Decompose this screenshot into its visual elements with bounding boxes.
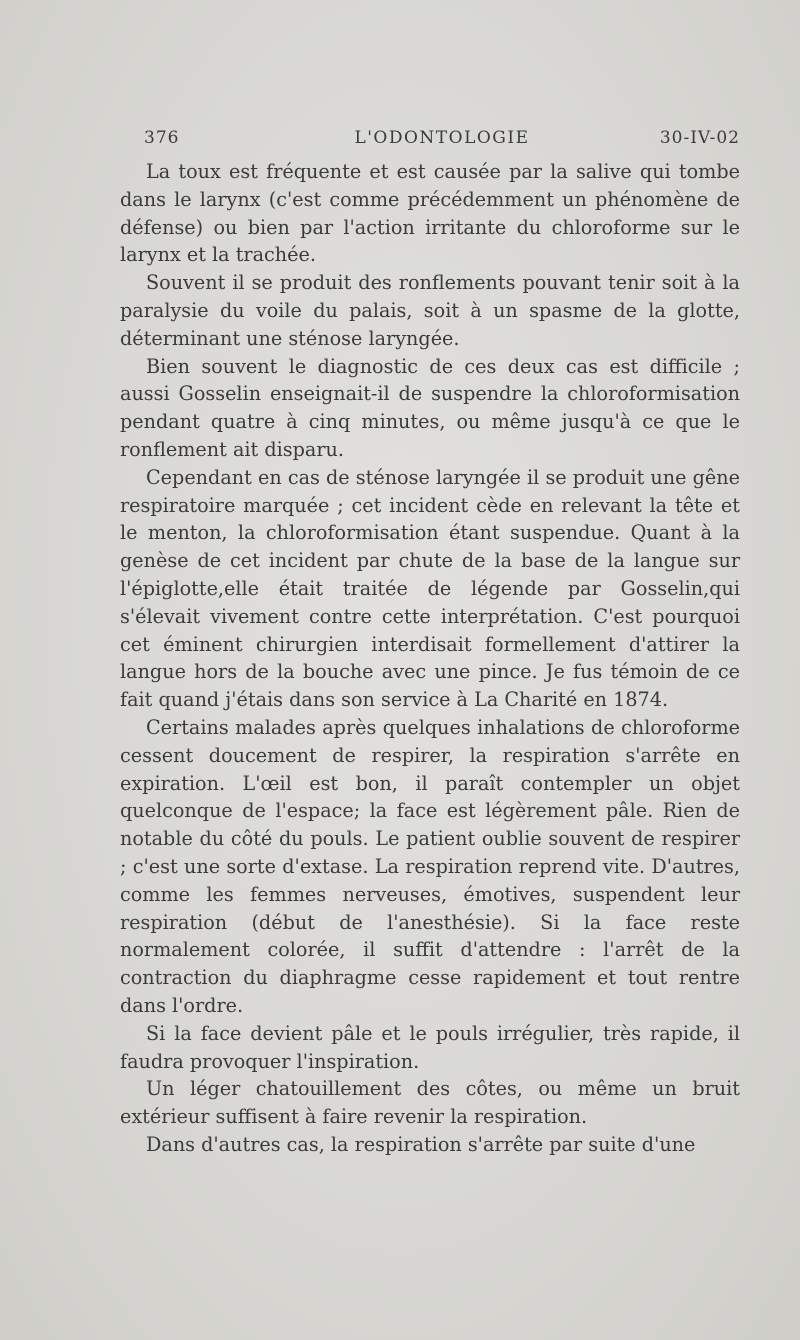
paragraph: Si la face devient pâle et le pouls irrégulier, très rapide, il faudra provoquer l'inspiration.: [120, 1021, 740, 1073]
issue-date: 30-IV-02: [659, 128, 740, 148]
paragraph: Souvent il se produit des ronflements pouvant tenir soit à la paralysie du voile du palais, soit à un spasme de la glotte, déterminant une sténose laryngée.: [120, 271, 740, 350]
page-header: [144, 128, 740, 154]
page-number: 376: [144, 128, 180, 148]
body-text: [120, 158, 740, 1159]
paragraph: La toux est fréquente et est causée par la salive qui tombe dans le larynx (c'est comme précédemment un phénomène de défense) ou bien par l'action irritante du chloroforme sur le larynx et la trachée.: [120, 160, 740, 267]
paragraph: Certains malades après quelques inhalations de chloroforme cessent doucement de respirer, la respiration s'arrête en expiration. L'œil est bon, il paraît contempler un objet quelconque de l'espace; la face est légèrement pâle. Rien de notable du côté du pouls. Le patient oublie souvent de respirer ; c'est une sorte d'extase. La respiration reprend vite. D'autres, comme les femmes nerveuses, émotives, suspendent leur respiration (début de l'anesthésie). Si la face reste normalement colorée, il suffit d'attendre : l'arrêt de la contraction du diaphragme cesse rapidement et tout rentre dans l'ordre.: [120, 715, 740, 1017]
paragraph: Cependant en cas de sténose laryngée il se produit une gêne respiratoire marquée ; cet incident cède en relevant la tête et le menton, la chloroformisation étant suspendue. Quant à la genèse de cet incident par chute de la base de la langue sur l'épiglotte,elle était traitée de légende par Gosselin,qui s'élevait vivement contre cette interprétation. C'est pourquoi cet éminent chirurgien interdisait formellement d'attirer la langue hors de la bouche avec une pince. Je fus témoin de ce fait quand j'étais dans son service à La Charité en 1874.: [120, 465, 740, 712]
paragraph: Bien souvent le diagnostic de ces deux cas est difficile ; aussi Gosselin enseignait-il de suspendre la chloroformisation pendant quatre à cinq minutes, ou même jusqu'à ce que le ronflement ait disparu.: [120, 354, 740, 461]
paragraph: Dans d'autres cas, la respiration s'arrête par suite d'une: [146, 1132, 696, 1156]
running-title: L'ODONTOLOGIE: [354, 128, 530, 148]
paragraph: Un léger chatouillement des côtes, ou même un bruit extérieur suffisent à faire revenir la respiration.: [120, 1077, 740, 1129]
